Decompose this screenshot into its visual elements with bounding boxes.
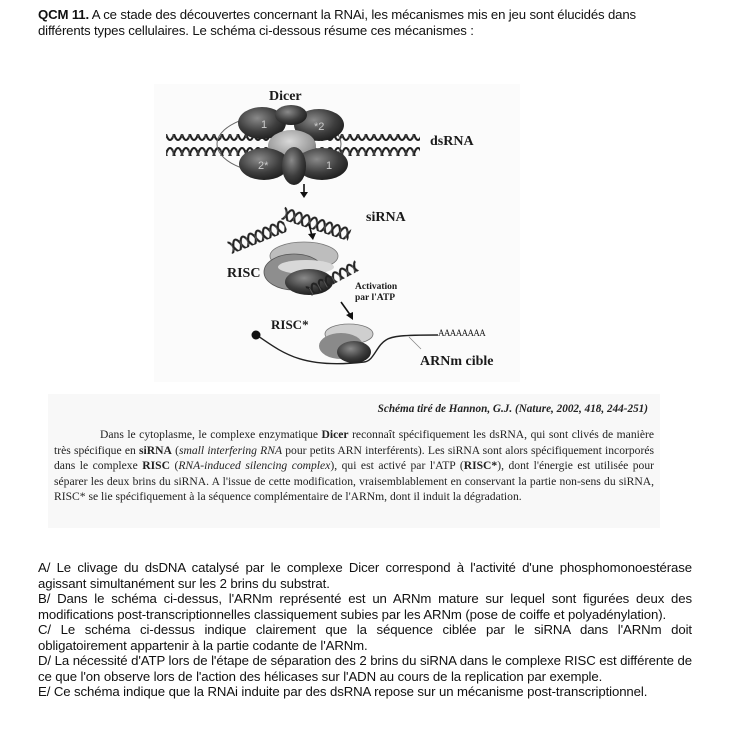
question-text: A ce stade des découvertes concernant la RNAi, les mécanismes mis en jeu sont élucidés dans différents types cellulaires. Le schéma ci-dessous résume ces mécanismes : [38,7,636,38]
term-sirna: siRNA [139,443,172,457]
text-run: ), qui est activé par l'ATP ( [330,459,464,473]
excerpt-paragraph [54,427,654,505]
answer-options [38,560,692,700]
subunit-number: 1 [261,119,268,131]
subunit-number: 2* [258,160,269,172]
sirna-label: siRNA [366,210,406,225]
answer-option-c: C/ Le schéma ci-dessus indique clairement que la séquence ciblée par le siRNA dans l'ARNm doit obligatoirement appartenir à la partie codante de l'ARNm. [38,622,692,653]
arnm-pointer-line [409,337,421,349]
text-run: Dans le cytoplasme, le complexe enzymatique [100,428,322,441]
arnm-cible-label: ARNm cible [420,354,494,369]
figure-source: Schéma tiré de Hannon, G.J. (Nature, 2002, 418, 244-251) [377,403,648,415]
mrna-cap [252,331,261,340]
risc-label: RISC [227,266,261,281]
activation-label-line2: par l'ATP [355,293,396,303]
risc-star-label: RISC* [271,317,309,332]
text-run: ), dont l'énergie est utilisée pour séparer les deux brins du siRNA. A l'issue de cette modification, vraisemblablement en conservant la partie non-sens du siRNA, RISC* se lie spécifiquement à la séquence complémentaire de l'ARNm, dont il induit la dégradation. [54,459,655,504]
term-risc: RISC [142,459,170,473]
text-run: ( [169,459,179,473]
figure-caption-excerpt [48,394,660,528]
term-sirna-expansion: small interfering RNA [178,443,283,457]
poly-a-tail-label: AAAAAAAA [438,328,486,338]
text-run: pour petits ARN interférents). Les siRNA sont alors spécifiquement incorporés dans le complexe [54,443,654,473]
risc-complex [264,242,360,296]
answer-option-d: D/ La nécessité d'ATP lors de l'étape de séparation des 2 brins du siRNA dans le complexe RISC est différente de ce que l'on observe lors de l'action des hélicases sur l'ADN au cours de la replication par exemple. [38,653,692,684]
activation-arrow [341,302,353,320]
activation-label [355,282,397,304]
arrow-down [300,184,308,198]
question-stem [38,7,678,39]
answer-option-b: B/ Dans le schéma ci-dessus, l'ARNm représenté est un ARNm mature sur lequel sont figurées deux des modifications post-transcriptionnelles classiquement subies par les ARNm (pose de coiffe et polyadénylation). [38,591,692,622]
answer-option-e: E/ Ce schéma indique que la RNAi induite par des dsRNA repose sur un mécanisme post-transcriptionnel. [38,684,648,699]
dsrna-label: dsRNA [430,134,474,149]
question-number: QCM 11. [38,7,89,22]
rnai-mechanism-diagram [154,84,520,382]
term-risc-expansion: RNA-induced silencing complex [178,459,331,473]
text-run: ( [171,443,179,457]
term-dicer: Dicer [321,428,349,441]
subunit-number: 1 [326,160,333,172]
subunit-number: *2 [314,121,325,133]
answer-option-a: A/ Le clivage du dsDNA catalysé par le complexe Dicer correspond à l'activité d'une phosphomonoestérase agissant simultanément sur les 2 brins du substrat. [38,560,692,591]
dicer-label: Dicer [269,89,302,104]
term-risc-star: RISC* [463,459,498,473]
text-run: reconnaît spécifiquement les dsRNA, qui sont clivés de manière très spécifique en [54,428,654,457]
activation-label-line1: Activation [355,282,398,292]
